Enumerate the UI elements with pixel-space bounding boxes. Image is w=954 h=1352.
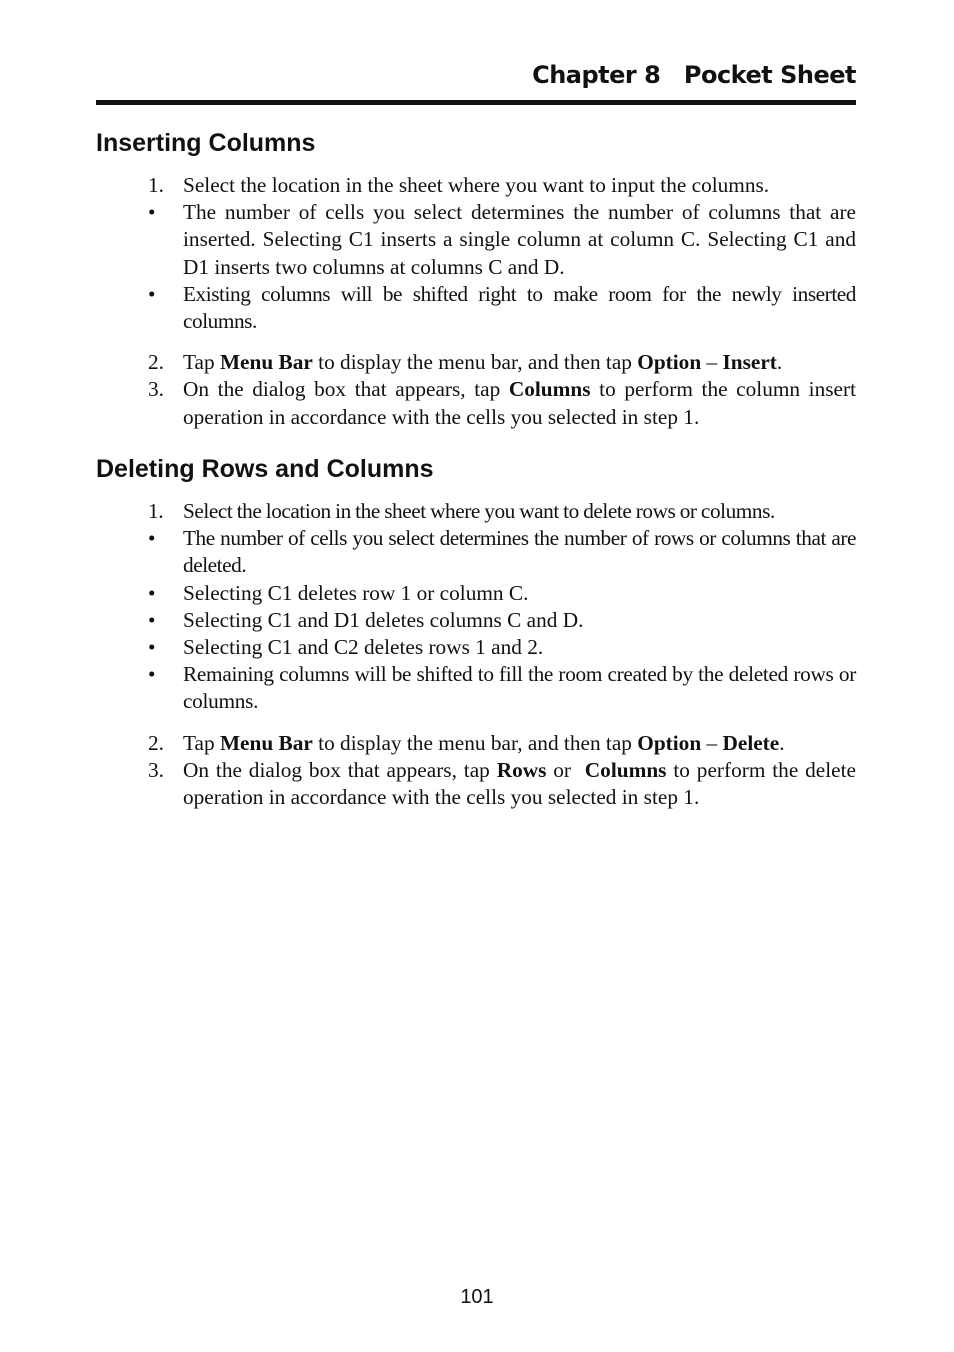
bullet: • xyxy=(148,635,156,660)
list-item xyxy=(96,580,856,607)
list-item xyxy=(96,498,856,525)
item-text: The number of cells you select determines the number of rows or columns that are deleted. xyxy=(183,526,856,578)
section-title: Deleting Rows and Columns xyxy=(96,455,434,483)
list-item xyxy=(96,757,856,811)
list-item xyxy=(96,281,856,335)
item-text: Remaining columns will be shifted to fill the room created by the deleted rows or columns. xyxy=(183,662,856,714)
list-item xyxy=(96,607,856,634)
step-number: 2. xyxy=(148,730,164,755)
bullet: • xyxy=(148,200,156,225)
bullet: • xyxy=(148,662,156,687)
bullet: • xyxy=(148,607,156,632)
list-item xyxy=(96,525,856,579)
item-text: Selecting C1 and D1 deletes columns C and D. xyxy=(183,607,584,632)
item-text: Selecting C1 deletes row 1 or column C. xyxy=(183,580,529,605)
item-text: On the dialog box that appears, tap Columns to perform the column insert operation in accordance with the cells you selected in step 1. xyxy=(183,377,856,429)
list-item xyxy=(96,172,856,199)
bullet: • xyxy=(148,580,156,605)
item-text: The number of cells you select determines the number of columns that are inserted. Selecting C1 inserts a single column at column C. Selecting C1 and D1 inserts two columns at columns C and D. xyxy=(183,200,856,279)
item-text: Tap Menu Bar to display the menu bar, and then tap Option – Insert. xyxy=(183,350,783,375)
list-item xyxy=(96,730,856,757)
item-text: Select the location in the sheet where you want to delete rows or columns. xyxy=(183,499,775,523)
list-item xyxy=(96,376,856,430)
item-text: Existing columns will be shifted right to make room for the newly inserted columns. xyxy=(183,281,856,334)
list-item xyxy=(96,661,856,715)
step-number: 2. xyxy=(148,350,164,375)
list-item xyxy=(96,199,856,281)
ui-term-menu-bar: Menu Bar xyxy=(219,730,313,755)
step-number: 3. xyxy=(148,377,164,402)
step-number: 1. xyxy=(148,499,164,523)
ui-term-columns: Columns xyxy=(508,377,591,402)
bullet: • xyxy=(148,281,156,306)
ui-term-rows: Rows xyxy=(496,757,547,782)
ui-term-insert: Insert xyxy=(722,350,777,375)
ui-term-columns: Columns xyxy=(584,757,667,782)
list-item xyxy=(96,634,856,661)
item-text: Select the location in the sheet where you want to input the columns. xyxy=(183,173,770,197)
step-number: 3. xyxy=(148,757,164,782)
section-inserting-columns xyxy=(96,129,856,431)
ui-term-menu-bar: Menu Bar xyxy=(219,350,313,375)
item-text: Tap Menu Bar to display the menu bar, and then tap Option – Delete. xyxy=(183,730,785,755)
section-deleting-rows-columns xyxy=(96,455,856,811)
ui-term-option: Option xyxy=(637,730,702,755)
step-number: 1. xyxy=(148,173,164,197)
ui-term-delete: Delete xyxy=(722,730,780,755)
page-header xyxy=(96,58,856,105)
chapter-title: Chapter 8 Pocket Sheet xyxy=(532,61,856,89)
bullet: • xyxy=(148,526,156,551)
page-number: 101 xyxy=(460,1286,494,1308)
ui-term-option: Option xyxy=(637,350,702,375)
list-item xyxy=(96,349,856,376)
item-text: Selecting C1 and C2 deletes rows 1 and 2. xyxy=(183,635,544,660)
section-title: Inserting Columns xyxy=(96,129,316,157)
item-text: On the dialog box that appears, tap Rows or Columns to perform the delete operation in accordance with the cells you selected in step 1. xyxy=(183,757,857,810)
